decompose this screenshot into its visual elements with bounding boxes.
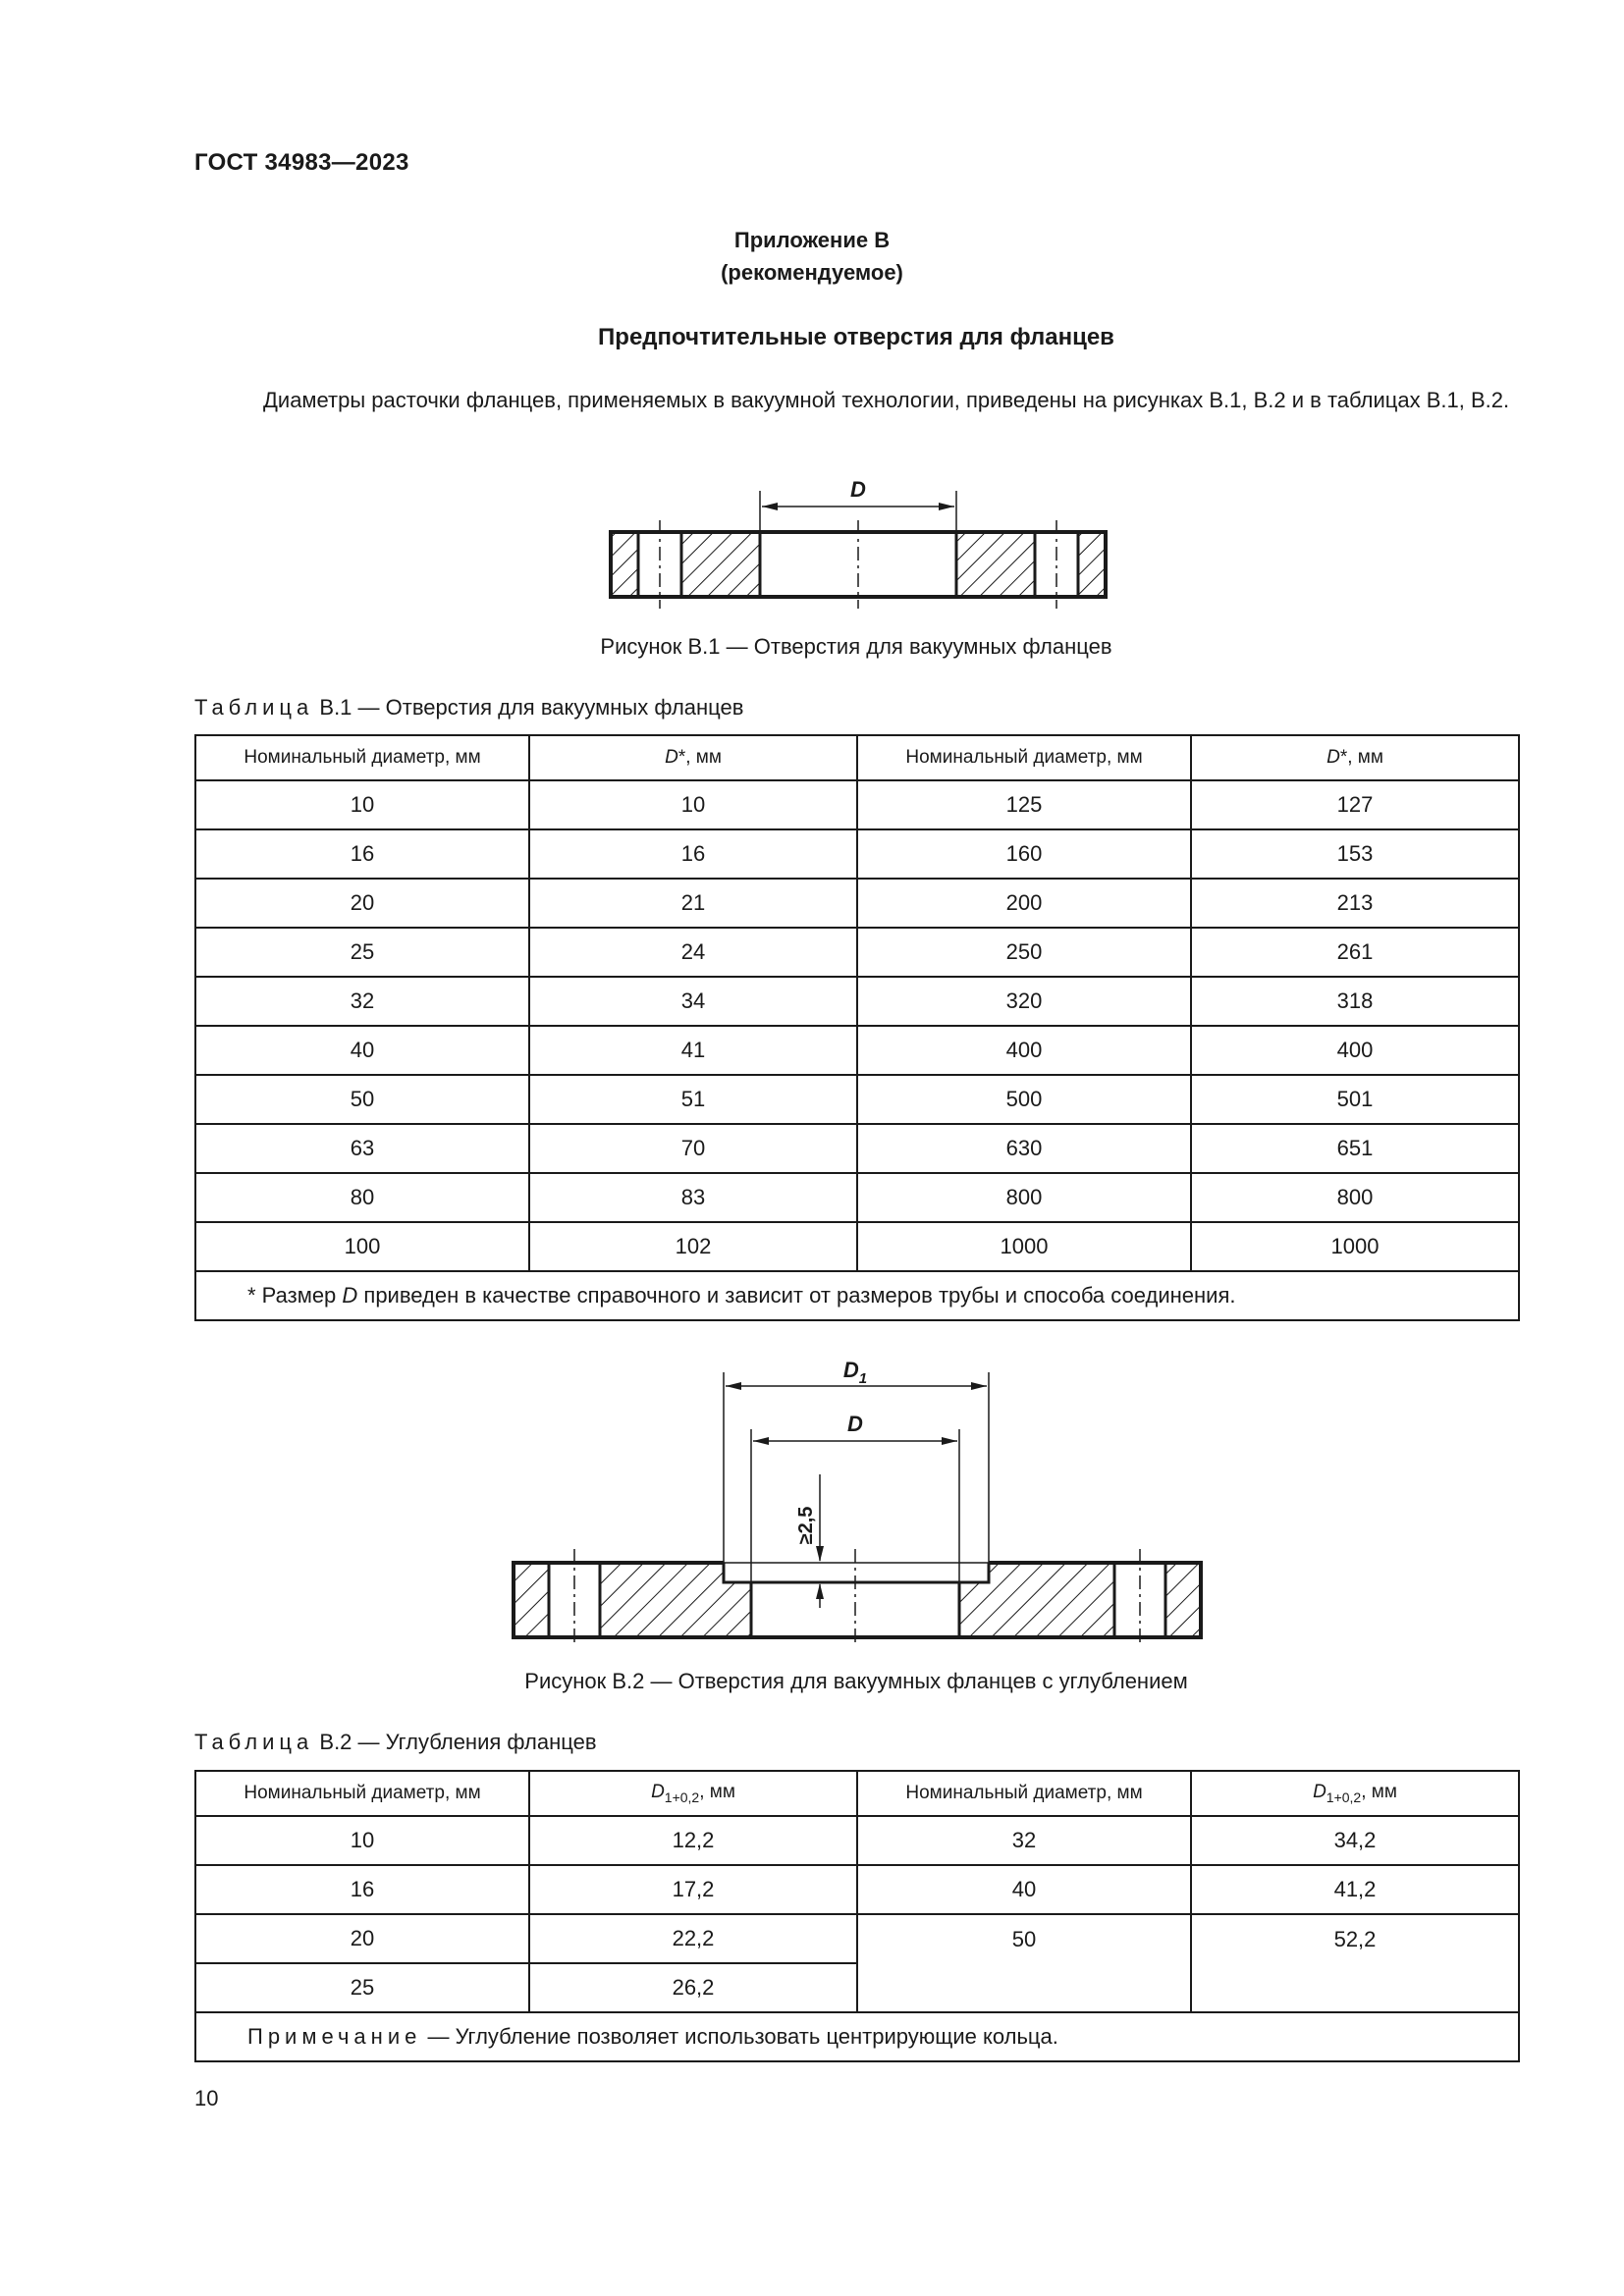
table-2-header-nominal-2: Номинальный диаметр, мм	[857, 1771, 1191, 1816]
table-cell: 51	[529, 1075, 857, 1124]
table-row	[195, 780, 1519, 829]
table-2-header-D1: $D_{1+0,2}$, мм	[529, 1771, 857, 1816]
table-1-caption	[194, 695, 743, 721]
table-cell: 10	[529, 780, 857, 829]
figure-1-drawing	[589, 461, 1139, 609]
table-cell: 80	[195, 1173, 529, 1222]
table-1-footnote-row	[195, 1271, 1519, 1320]
table-1-header-nominal-2: Номинальный диаметр, мм	[857, 735, 1191, 780]
figure-2-caption: Рисунок В.2 — Отверстия для вакуумных фланцев с углублением	[524, 1669, 1188, 1693]
table-row	[195, 928, 1519, 977]
table-cell: 1000	[1191, 1222, 1519, 1271]
table-row	[195, 879, 1519, 928]
appendix-title: Приложение В	[733, 228, 891, 252]
table-cell: 651	[1191, 1124, 1519, 1173]
table-1-header-D-2: D*, мм	[1191, 735, 1519, 780]
figure-2-dimension-D: D	[847, 1412, 863, 1436]
table-cell: 160	[857, 829, 1191, 879]
table-1-header-row	[195, 735, 1519, 780]
appendix-status: (рекомендуемое)	[721, 260, 903, 285]
figure-1-dimension-D: D	[850, 477, 866, 502]
table-cell: 70	[529, 1124, 857, 1173]
intro-paragraph: Диаметры расточки фланцев, применяемых в вакуумной технологии, приведены на рисунках В.1, В.2 и в таблицах В.1, В.2.	[263, 388, 1510, 412]
table-row	[195, 1816, 1519, 1865]
table-cell: 153	[1191, 829, 1519, 879]
table-cell: 16	[195, 1865, 529, 1914]
table-cell: 50	[195, 1075, 529, 1124]
figure-1-caption: Рисунок В.1 — Отверстия для вакуумных фланцев	[600, 634, 1112, 659]
table-cell: 100	[195, 1222, 529, 1271]
table-cell: 34,2	[1191, 1816, 1519, 1865]
table-cell: 20	[195, 1914, 529, 1963]
table-cell: 500	[857, 1075, 1191, 1124]
table-cell: 83	[529, 1173, 857, 1222]
table-cell: 34	[529, 977, 857, 1026]
table-cell: 20	[195, 879, 529, 928]
table-row	[195, 1075, 1519, 1124]
table-2	[194, 1770, 1520, 2062]
table-2-caption	[194, 1730, 597, 1755]
table-1-header-nominal: Номинальный диаметр, мм	[195, 735, 529, 780]
table-cell: 400	[857, 1026, 1191, 1075]
table-cell: 250	[857, 928, 1191, 977]
table-cell: 400	[1191, 1026, 1519, 1075]
table-cell: 1000	[857, 1222, 1191, 1271]
table-cell: 40	[857, 1865, 1191, 1914]
standard-designation: ГОСТ 34983—2023	[194, 149, 409, 176]
table-1-caption-rest: В.1 — Отверстия для вакуумных фланцев	[319, 695, 744, 720]
table-row	[195, 1026, 1519, 1075]
table-cell: 41,2	[1191, 1865, 1519, 1914]
figure-2-drawing	[506, 1345, 1213, 1649]
table-cell: 32	[195, 977, 529, 1026]
table-row	[195, 1914, 1519, 1963]
table-row	[195, 829, 1519, 879]
table-cell: 12,2	[529, 1816, 857, 1865]
table-cell: 25	[195, 1963, 529, 2012]
table-cell: 630	[857, 1124, 1191, 1173]
table-cell: 21	[529, 879, 857, 928]
table-cell: 10	[195, 780, 529, 829]
table-row	[195, 1124, 1519, 1173]
table-cell: 16	[529, 829, 857, 879]
page-number: 10	[194, 2086, 219, 2110]
table-cell: 50	[857, 1914, 1191, 2012]
table-row	[195, 1173, 1519, 1222]
table-cell: 102	[529, 1222, 857, 1271]
table-1	[194, 734, 1520, 1321]
table-cell: 320	[857, 977, 1191, 1026]
table-1-footnote: * Размер D приведен в качестве справочного и зависит от размеров трубы и способа соединения.	[195, 1271, 1519, 1320]
table-cell: 800	[1191, 1173, 1519, 1222]
table-cell: 24	[529, 928, 857, 977]
table-2-note-row	[195, 2012, 1519, 2061]
table-cell: 800	[857, 1173, 1191, 1222]
table-row	[195, 977, 1519, 1026]
table-cell: 41	[529, 1026, 857, 1075]
table-2-caption-rest: В.2 — Углубления фланцев	[319, 1730, 597, 1754]
table-2-header-nominal: Номинальный диаметр, мм	[195, 1771, 529, 1816]
table-cell: 261	[1191, 928, 1519, 977]
section-title: Предпочтительные отверстия для фланцев	[598, 324, 1114, 350]
table-cell: 17,2	[529, 1865, 857, 1914]
table-cell: 32	[857, 1816, 1191, 1865]
table-cell: 200	[857, 879, 1191, 928]
table-cell: 10	[195, 1816, 529, 1865]
table-cell: 52,2	[1191, 1914, 1519, 2012]
table-cell: 40	[195, 1026, 529, 1075]
table-1-caption-word: Таблица	[194, 695, 314, 720]
table-2-header-D1-2: $D_{1+0,2}$, мм	[1191, 1771, 1519, 1816]
table-cell: 26,2	[529, 1963, 857, 2012]
table-cell: 318	[1191, 977, 1519, 1026]
table-cell: 213	[1191, 879, 1519, 928]
table-2-caption-word: Таблица	[194, 1730, 314, 1754]
figure-2-dimension-D1: $D_1$	[842, 1358, 868, 1387]
table-cell: 501	[1191, 1075, 1519, 1124]
table-row	[195, 1222, 1519, 1271]
table-1-header-D: D*, мм	[529, 735, 857, 780]
table-2-header-row	[195, 1771, 1519, 1816]
figure-2-depth-label: ≥2,5	[795, 1506, 817, 1545]
table-cell: 127	[1191, 780, 1519, 829]
table-cell: 22,2	[529, 1914, 857, 1963]
table-cell: 16	[195, 829, 529, 879]
table-cell: 125	[857, 780, 1191, 829]
table-cell: 63	[195, 1124, 529, 1173]
table-2-note: Примечание — Углубление позволяет использовать центрирующие кольца.	[195, 2012, 1519, 2061]
table-cell: 25	[195, 928, 529, 977]
table-row	[195, 1865, 1519, 1914]
